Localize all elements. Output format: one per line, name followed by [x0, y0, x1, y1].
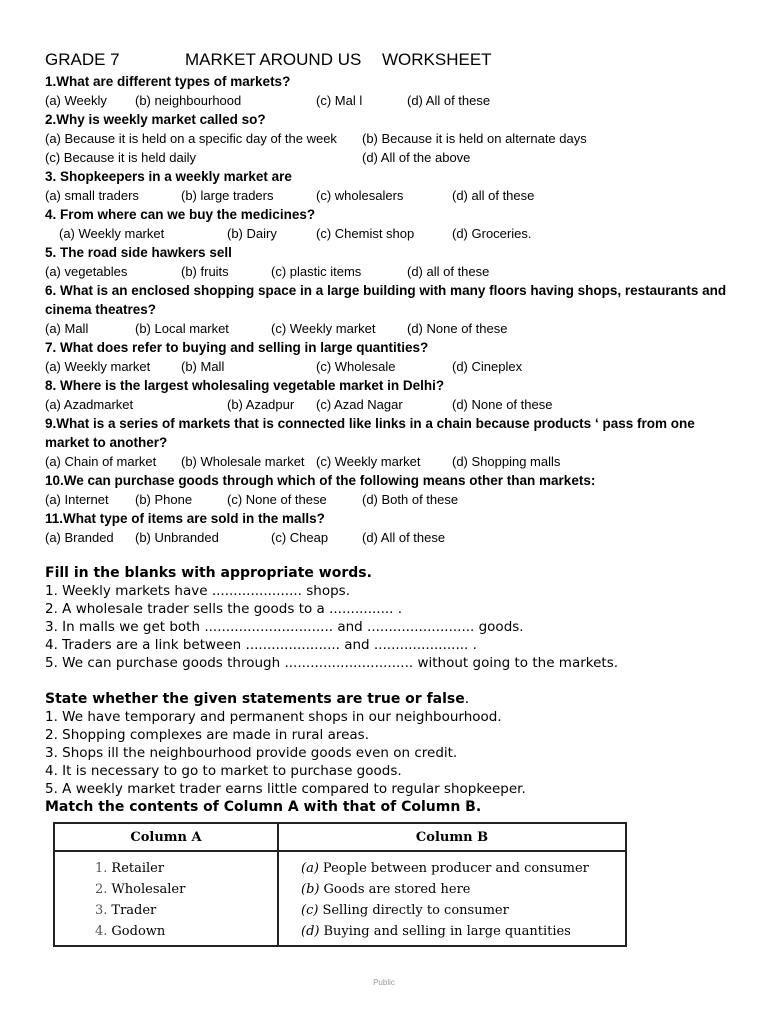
column-a-text: Trader	[111, 903, 157, 918]
option: (a) Internet	[45, 492, 109, 507]
option: (b) Mall	[181, 359, 225, 374]
option: (d) None of these	[407, 321, 508, 336]
footer-label: Public	[373, 978, 395, 987]
match-row	[54, 900, 626, 921]
option: (b) large traders	[181, 188, 274, 203]
true-false-item: 1. We have temporary and permanent shops in our neighbourhood.	[45, 709, 502, 725]
option: (a) Mall	[45, 321, 89, 336]
question: 9.What is a series of markets that is connected like links in a chain because products ‘ pass from one market to another?	[45, 416, 695, 450]
fill-blank-item: 3. In malls we get both .............................. and ......................... goods.	[45, 619, 524, 635]
row-letter: (b)	[301, 882, 320, 897]
option: (c) Cheap	[271, 530, 329, 545]
fill-blank-item: 1. Weekly markets have ..................... shops.	[45, 583, 350, 599]
options-row	[45, 148, 735, 167]
option: (c) Mal l	[316, 93, 363, 108]
question: 10.We can purchase goods through which of the following means other than markets:	[45, 473, 596, 488]
match-row	[54, 879, 626, 900]
row-letter: (c)	[301, 903, 319, 918]
option: (a) Weekly	[45, 93, 107, 108]
fill-blank-item: 5. We can purchase goods through .............................. without going to the markets.	[45, 655, 619, 671]
option: (b) neighbourhood	[135, 93, 242, 108]
option: (a) Because it is held on a specific day of the week	[45, 131, 337, 146]
question: 7. What does refer to buying and selling in large quantities?	[45, 340, 429, 355]
column-a-cell	[54, 921, 278, 946]
column-b-cell	[278, 851, 626, 879]
option: (d) Cineplex	[452, 359, 523, 374]
row-number: 4.	[95, 924, 108, 939]
true-false-item: 2. Shopping complexes are made in rural areas.	[45, 727, 369, 743]
column-b-text: Selling directly to consumer	[322, 903, 509, 918]
question: 1.What are different types of markets?	[45, 74, 291, 89]
true-false-item: 4. It is necessary to go to market to purchase goods.	[45, 763, 402, 779]
option: (d) Groceries.	[452, 226, 532, 241]
options-row	[45, 262, 735, 281]
option: (b) Local market	[135, 321, 229, 336]
option: (a) Branded	[45, 530, 114, 545]
question: 6. What is an enclosed shopping space in a large building with many floors having shops, restaurants and cinema theatres?	[45, 283, 727, 317]
match-table	[53, 822, 627, 947]
option: (c) plastic items	[271, 264, 362, 279]
option: (b) Unbranded	[135, 530, 219, 545]
fill-blank-item: 4. Traders are a link between ...................... and ...................... .	[45, 637, 477, 653]
column-a-cell	[54, 879, 278, 900]
question: 11.What type of items are sold in the malls?	[45, 511, 325, 526]
options-row	[45, 186, 735, 205]
option: (d) Shopping malls	[452, 454, 561, 469]
true-false-item: 5. A weekly market trader earns little compared to regular shopkeeper.	[45, 781, 526, 797]
worksheet-title	[45, 48, 735, 72]
match-heading: Match the contents of Column A with that of Column B.	[45, 799, 482, 815]
option: (c) Chemist shop	[316, 226, 415, 241]
column-b-text: Goods are stored here	[323, 882, 471, 897]
column-a-header: Column A	[54, 823, 278, 851]
column-a-cell	[54, 900, 278, 921]
option: (c) wholesalers	[316, 188, 404, 203]
column-a-text: Retailer	[111, 861, 165, 876]
option: (d) All of these	[407, 93, 491, 108]
market-title: MARKET AROUND US	[185, 50, 362, 69]
option: (a) Weekly market	[45, 359, 151, 374]
option: (a) Azadmarket	[45, 397, 134, 412]
question: 5. The road side hawkers sell	[45, 245, 232, 260]
option: (c) Weekly market	[271, 321, 376, 336]
column-b-cell	[278, 900, 626, 921]
option: (a) Chain of market	[45, 454, 157, 469]
match-row	[54, 851, 626, 879]
option: (b) Wholesale market	[181, 454, 305, 469]
options-row	[45, 91, 735, 110]
option: (c) Because it is held daily	[45, 150, 197, 165]
option: (d) None of these	[452, 397, 553, 412]
options-row	[45, 395, 735, 414]
match-header-row	[54, 823, 626, 851]
options-row	[45, 129, 735, 148]
options-row	[45, 528, 735, 547]
question: 2.Why is weekly market called so?	[45, 112, 266, 127]
options-row	[45, 224, 735, 243]
true-false-item: 3. Shops ill the neighbourhood provide goods even on credit.	[45, 745, 458, 761]
column-a-text: Wholesaler	[111, 882, 186, 897]
option: (d) all of these	[407, 264, 490, 279]
column-b-text: Buying and selling in large quantities	[323, 924, 571, 939]
row-letter: (d)	[301, 924, 320, 939]
true-false-heading-text: State whether the given statements are true or false	[45, 691, 465, 707]
row-letter: (a)	[301, 861, 319, 876]
options-row	[45, 319, 735, 338]
worksheet-label: WORKSHEET	[382, 50, 492, 69]
option: (b) Because it is held on alternate days	[362, 131, 587, 146]
options-row	[45, 357, 735, 376]
column-b-text: People between producer and consumer	[322, 861, 589, 876]
question: 3. Shopkeepers in a weekly market are	[45, 169, 292, 184]
options-row	[45, 452, 735, 471]
option: (d) All of the above	[362, 150, 471, 165]
option: (b) fruits	[181, 264, 229, 279]
row-number: 3.	[95, 903, 108, 918]
option: (d) Both of these	[362, 492, 459, 507]
grade-label: GRADE 7	[45, 50, 120, 69]
column-b-cell	[278, 921, 626, 946]
column-a-cell	[54, 851, 278, 879]
true-false-heading	[45, 690, 735, 708]
option: (c) Weekly market	[316, 454, 421, 469]
option: (b) Azadpur	[227, 397, 295, 412]
option: (c) Azad Nagar	[316, 397, 403, 412]
question: 4. From where can we buy the medicines?	[45, 207, 316, 222]
option: (a) small traders	[45, 188, 139, 203]
option: (c) Wholesale	[316, 359, 396, 374]
fill-blank-item: 2. A wholesale trader sells the goods to a ............... .	[45, 601, 403, 617]
option: (b) Phone	[135, 492, 193, 507]
option: (a) vegetables	[45, 264, 128, 279]
true-false-heading-tail: .	[464, 691, 470, 707]
option: (d) all of these	[452, 188, 535, 203]
option: (c) None of these	[227, 492, 327, 507]
option: (b) Dairy	[227, 226, 277, 241]
column-b-header: Column B	[278, 823, 626, 851]
column-a-text: Godown	[111, 924, 166, 939]
worksheet	[45, 48, 735, 947]
question: 8. Where is the largest wholesaling vegetable market in Delhi?	[45, 378, 445, 393]
column-b-cell	[278, 879, 626, 900]
fill-blanks-heading: Fill in the blanks with appropriate words.	[45, 565, 372, 581]
options-row	[45, 490, 735, 509]
row-number: 1.	[95, 861, 108, 876]
option: (d) All of these	[362, 530, 446, 545]
row-number: 2.	[95, 882, 108, 897]
match-row	[54, 921, 626, 946]
option: (a) Weekly market	[59, 226, 165, 241]
